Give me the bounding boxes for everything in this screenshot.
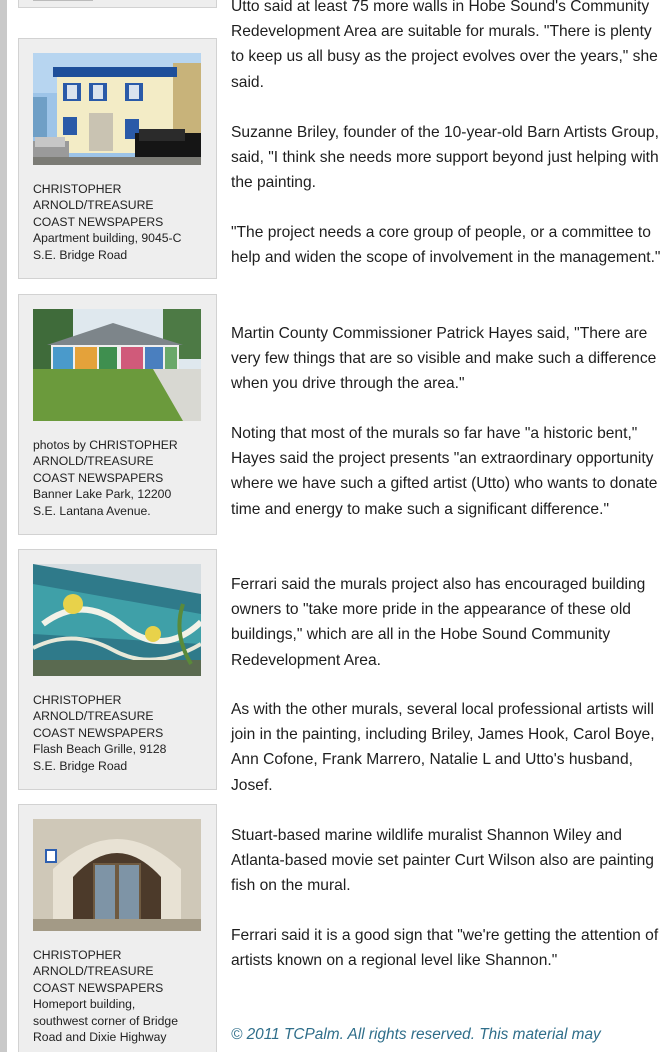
copyright-notice: © 2011 TCPalm. All rights reserved. This material may [231,1026,601,1043]
article-paragraph: Ferrari said the murals project also has encouraged building owners to "take more pride in the appearance of these old buildings," which are all in the Hobe Sound Community Redevelopment Area. [231,576,646,669]
article-paragraph: As with the other murals, several local professional artists will join in the painting, including Briley, James Hook, Carol Boye, Ann Cofone, Frank Marrero, Natalie L and Utto's husband, Josef. [231,701,655,794]
photo-box-flash-beach-grille [18,549,217,790]
caption-line: Homeport building, [33,997,136,1012]
article-paragraph: Utto said at least 75 more walls in Hobe Sound's Community Redevelopment Area are suitable for murals. "There is plenty to keep us all busy as the project evolves over the years," she said. [231,0,658,91]
article-paragraph: Ferrari said it is a good sign that "we're getting the attention of artists known on a regional level like Shannon." [231,927,659,970]
article-paragraph: Suzanne Briley, founder of the 10-year-old Barn Artists Group, said, "I think she needs more support beyond just helping with the painting. [231,124,659,192]
photo-box-partial [18,0,217,8]
caption-line: S.E. Bridge Road [33,758,128,773]
caption-line: CHRISTOPHER [33,948,122,962]
caption-line: CHRISTOPHER [33,182,122,196]
grille-caption [33,692,209,774]
mural-photo[interactable] [33,564,201,676]
caption-line: Flash Beach Grille, 9128 [33,742,167,757]
homeport-photo[interactable] [33,819,201,931]
photo-box-banner-lake-park [18,294,217,535]
caption-line: COAST NEWSPAPERS [33,725,164,740]
park-caption [33,437,209,519]
caption-line: COAST NEWSPAPERS [33,980,164,995]
caption-line: S.E. Bridge Road [33,247,128,262]
caption-line: Apartment building, 9045-C [33,231,182,246]
homeport-caption [33,947,209,1045]
photo-box-homeport [18,804,217,1052]
caption-line: southwest corner of Bridge [33,1013,178,1028]
caption-line: ARNOLD/TREASURE [33,198,154,213]
left-border [0,0,7,1052]
article-paragraph: Stuart-based marine wildlife muralist Shannon Wiley and Atlanta-based movie set painter Curt Wilson also are painting fish on the mural. [231,827,654,895]
caption-line: ARNOLD/TREASURE [33,454,154,469]
caption-line: photos by CHRISTOPHER [33,438,178,452]
caption-line: ARNOLD/TREASURE [33,709,154,724]
article-paragraph: Noting that most of the murals so far have "a historic bent," Hayes said the project presents "an extraordinary opportunity where we have such a gifted artist (Utto) who wants to donate time and energy to make such a significant difference." [231,425,658,518]
article-paragraph: Martin County Commissioner Patrick Hayes said, "There are very few things that are so visible and make such a difference when you drive through the area." [231,325,657,393]
caption-line: S.E. Lantana Avenue. [33,503,151,518]
caption-line: COAST NEWSPAPERS [33,214,164,229]
caption-line: Road and Dixie Highway [33,1030,167,1045]
photo-box-apartment [18,38,217,279]
article-paragraph: "The project needs a core group of people, or a committee to help and widen the scope of involvement in the management." [231,224,661,267]
park-photo[interactable] [33,309,201,421]
apartment-photo[interactable] [33,53,201,165]
caption-line: ARNOLD/TREASURE [33,964,154,979]
caption-line: Banner Lake Park, 12200 [33,487,172,502]
caption-line: CHRISTOPHER [33,693,122,707]
apartment-caption [33,181,209,263]
caption-line: COAST NEWSPAPERS [33,470,164,485]
